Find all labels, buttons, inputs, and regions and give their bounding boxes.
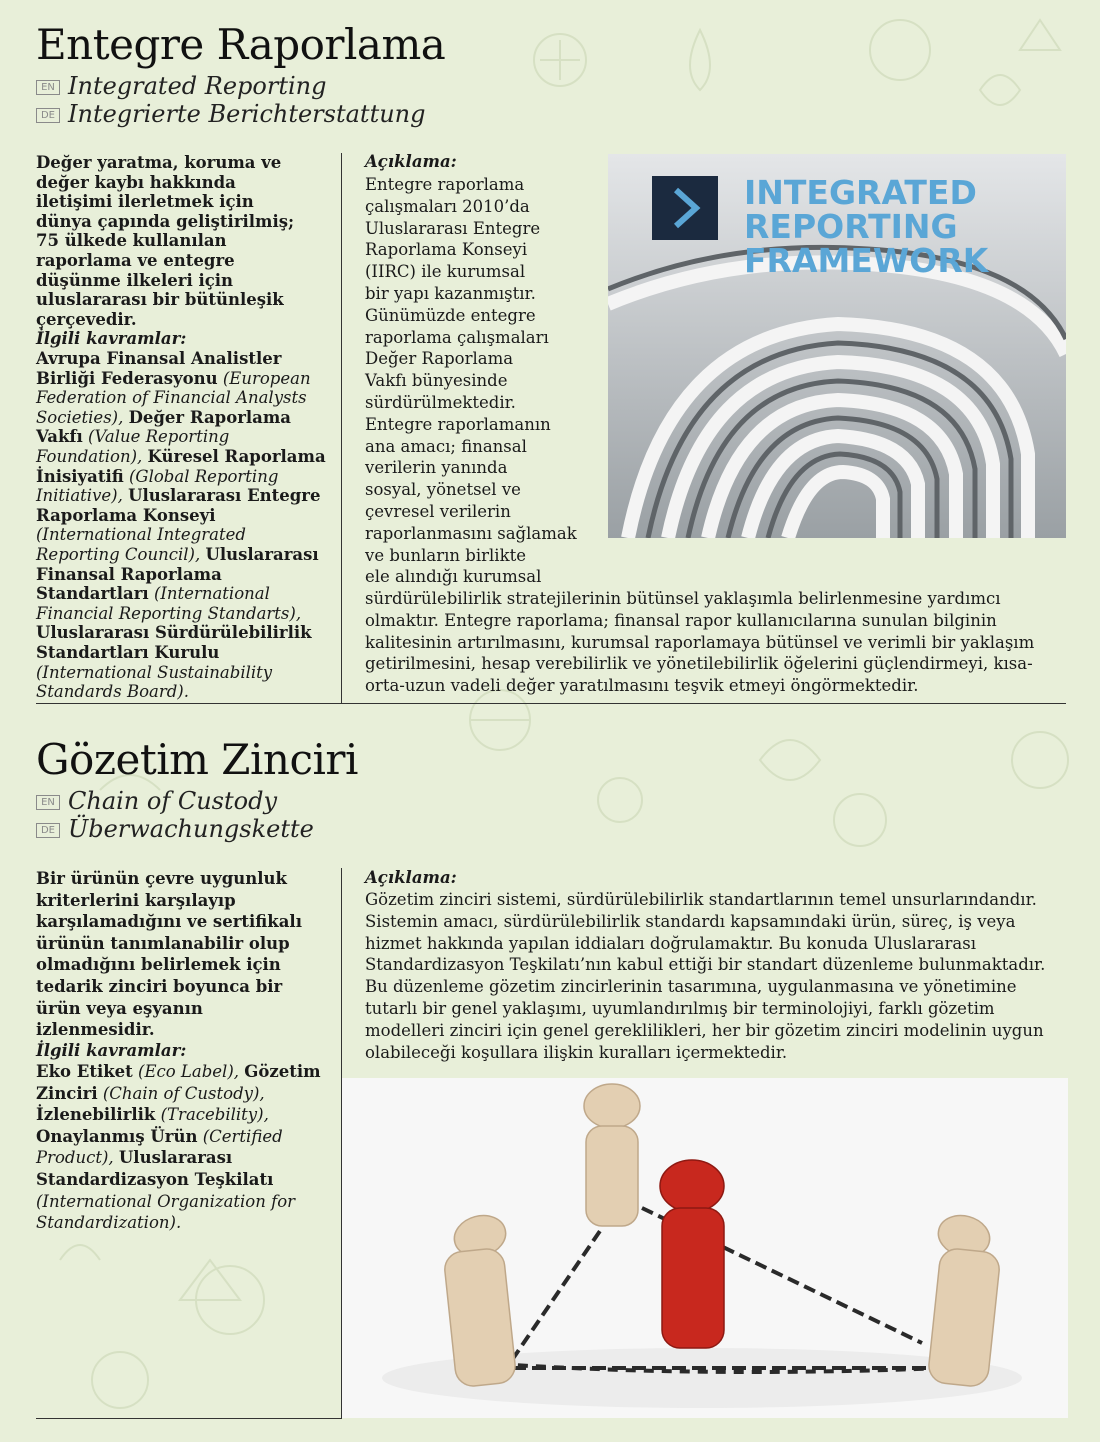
text-line: ele alındığı kurumsal	[365, 567, 542, 587]
text-line: Gözetim zinciri sistemi, sürdürülebilirlik standartlarının temel unsurlarındandır.	[365, 890, 1037, 909]
related-translation: (Global Reporting Initiative),	[36, 466, 279, 506]
image-text-line: REPORTING	[744, 207, 958, 246]
section1-explanation-narrow	[365, 174, 605, 588]
related-translation: (Tracebility),	[160, 1105, 269, 1125]
related-term: Uluslararası Standardizasyon Teşkilatı	[36, 1148, 274, 1189]
text-line: hizmet hakkında yapılan iddiaları doğrulamaktır. Bu konuda Uluslararası	[365, 933, 976, 953]
image-text-line: INTEGRATED	[744, 173, 977, 212]
text-line: Değer Raporlama	[365, 349, 514, 369]
section2-english-term	[36, 787, 277, 815]
text-line: tutarlı bir genel yaklaşımı, uyumlandırılmış bir terminolojiyi, farklı gözetim	[365, 998, 995, 1018]
section2-related-heading: İlgili kavramlar:	[36, 1041, 187, 1060]
section1-title: Entegre Raporlama	[36, 20, 446, 69]
text-line: Standardizasyon Teşkilatı’nın kabul ettiği bir standart düzenleme bulunmaktadır.	[365, 955, 1046, 975]
section-divider	[36, 1418, 342, 1419]
text-line: sürdürülmektedir.	[365, 392, 516, 412]
text-line: raporlanmasını sağlamak	[365, 523, 577, 543]
related-term: Eko Etiket	[36, 1062, 133, 1081]
section-divider	[36, 703, 1066, 704]
related-term: Onaylanmış Ürün	[36, 1126, 198, 1146]
column-divider	[341, 153, 342, 703]
section1-german-term	[36, 100, 426, 128]
text-line: Entegre raporlamanın	[365, 414, 551, 434]
section2-english-text: Chain of Custody	[68, 787, 278, 815]
de-tag: DE	[36, 823, 60, 838]
section2-related-list	[36, 1061, 326, 1234]
related-term: İzlenebilirlik	[36, 1105, 156, 1125]
related-translation: (International Organization for Standardization).	[36, 1191, 296, 1233]
text-line: orta-uzun vadeli değer yaratılmasını teşvik etmeyi öngörmektedir.	[365, 676, 919, 696]
text-line: Bu düzenleme gözetim zincirlerinin tasarımına, uygulanmasına ve yönetimine	[365, 977, 1017, 997]
text-line: Sistemin amacı, sürdürülebilirlik standardı kapsamındaki ürün, süreç, iş veya	[365, 911, 1016, 931]
related-term: Gözetim Zinciri	[36, 1062, 321, 1103]
section2-german-text: Überwachungskette	[68, 815, 314, 843]
text-line: (IIRC) ile kurumsal	[365, 262, 526, 282]
text-line: Entegre raporlama	[365, 175, 525, 194]
section1-english-term	[36, 72, 326, 100]
text-line: verilerin yanında	[365, 458, 508, 478]
related-translation: (European Federation of Financial Analysts Societies),	[36, 368, 311, 427]
related-translation: (Certified Product),	[36, 1126, 283, 1168]
section2-explanation-heading: Açıklama:	[365, 868, 457, 887]
integrated-reporting-framework-image	[608, 154, 1066, 538]
related-term: Küresel Raporlama İnisiyatifi	[36, 446, 326, 486]
section1-english-text: Integrated Reporting	[68, 72, 327, 100]
text-line: olabileceği koşullara ilişkin kuralları içermektedir.	[365, 1042, 788, 1062]
section1-german-text: Integrierte Berichterstattung	[68, 100, 426, 128]
arrow-box-icon	[652, 176, 718, 240]
related-term: Uluslararası Sürdürülebilirlik Standartları Kurulu	[36, 623, 312, 662]
section1-explanation-wide	[365, 588, 1065, 697]
text-line: olmaktır. Entegre raporlama; finansal rapor kullanıcılarına sunulan bilginin	[365, 610, 997, 630]
section2-explanation	[365, 889, 1070, 1063]
de-tag: DE	[36, 108, 60, 123]
text-line: sosyal, yönetsel ve	[365, 480, 521, 500]
related-translation: (Value Reporting Foundation),	[36, 427, 230, 466]
section2-definition: Bir ürünün çevre uygunluk kriterlerini karşılayıp karşılamadığını ve sertifikalı ürünün tanımlanabilir olup olmadığını belirlemek için tedarik zinciri boyunca bir ürün veya eşyanın izlenmesidir.	[36, 869, 302, 1040]
image-text-line: FRAMEWORK	[744, 241, 989, 280]
related-term: Değer Raporlama Vakfı	[36, 407, 291, 447]
en-tag: EN	[36, 80, 60, 95]
related-translation: (Chain of Custody),	[102, 1083, 265, 1103]
text-line: raporlama çalışmaları	[365, 327, 549, 347]
section1-explanation-heading: Açıklama:	[365, 152, 457, 171]
text-line: bir yapı kazanmıştır.	[365, 283, 536, 303]
text-line: Raporlama Konseyi	[365, 240, 528, 260]
en-tag: EN	[36, 795, 60, 810]
text-line: getirilmesini, hesap verebilirlik ve yönetilebilirlik öğelerini güçlendirmeyi, kısa-	[365, 654, 1033, 674]
text-line: çevresel verilerin	[365, 501, 511, 521]
text-line: Günümüzde entegre	[365, 305, 536, 325]
section2-german-term	[36, 815, 314, 843]
text-line: kalitesinin artırılmasını, kurumsal raporlamaya bütünsel ve verimli bir yaklaşım	[365, 632, 1035, 652]
section1-definition: Değer yaratma, koruma ve değer kaybı hakkında iletişimi ilerletmek için dünya çapında geliştirilmiş; 75 ülkede kullanılan raporlama ve entegre düşünme ilkeleri için uluslararası bir bütünleşik çerçevedir.	[36, 153, 295, 329]
text-line: ve bunların birlikte	[365, 545, 526, 565]
related-translation: (Eco Label),	[138, 1062, 240, 1081]
related-translation: (International Sustainability Standards Board).	[36, 662, 273, 702]
chain-of-custody-image	[342, 1078, 1068, 1418]
section2-title: Gözetim Zinciri	[36, 735, 358, 784]
section1-related-list	[36, 349, 328, 702]
related-term: Uluslararası Finansal Raporlama Standartları	[36, 544, 319, 604]
related-translation: (International Financial Reporting Standarts),	[36, 584, 302, 623]
text-line: modelleri zinciri için genel gereklilikleri, her bir gözetim zinciri modelinin uygun	[365, 1020, 1044, 1040]
text-line: Vakfı bünyesinde	[365, 371, 508, 391]
related-translation: (International Integrated Reporting Council),	[36, 525, 246, 564]
text-line: sürdürülebilirlik stratejilerinin bütünsel yaklaşımla belirlenmesine yardımcı	[365, 589, 1001, 608]
related-term: Avrupa Finansal Analistler Birliği Federasyonu	[36, 349, 282, 388]
section1-related-heading: İlgili kavramlar:	[36, 329, 187, 348]
text-line: Uluslararası Entegre	[365, 218, 541, 238]
related-term: Uluslararası Entegre Raporlama Konseyi	[36, 486, 321, 525]
text-line: ana amacı; finansal	[365, 436, 527, 456]
text-line: çalışmaları 2010’da	[365, 196, 530, 216]
